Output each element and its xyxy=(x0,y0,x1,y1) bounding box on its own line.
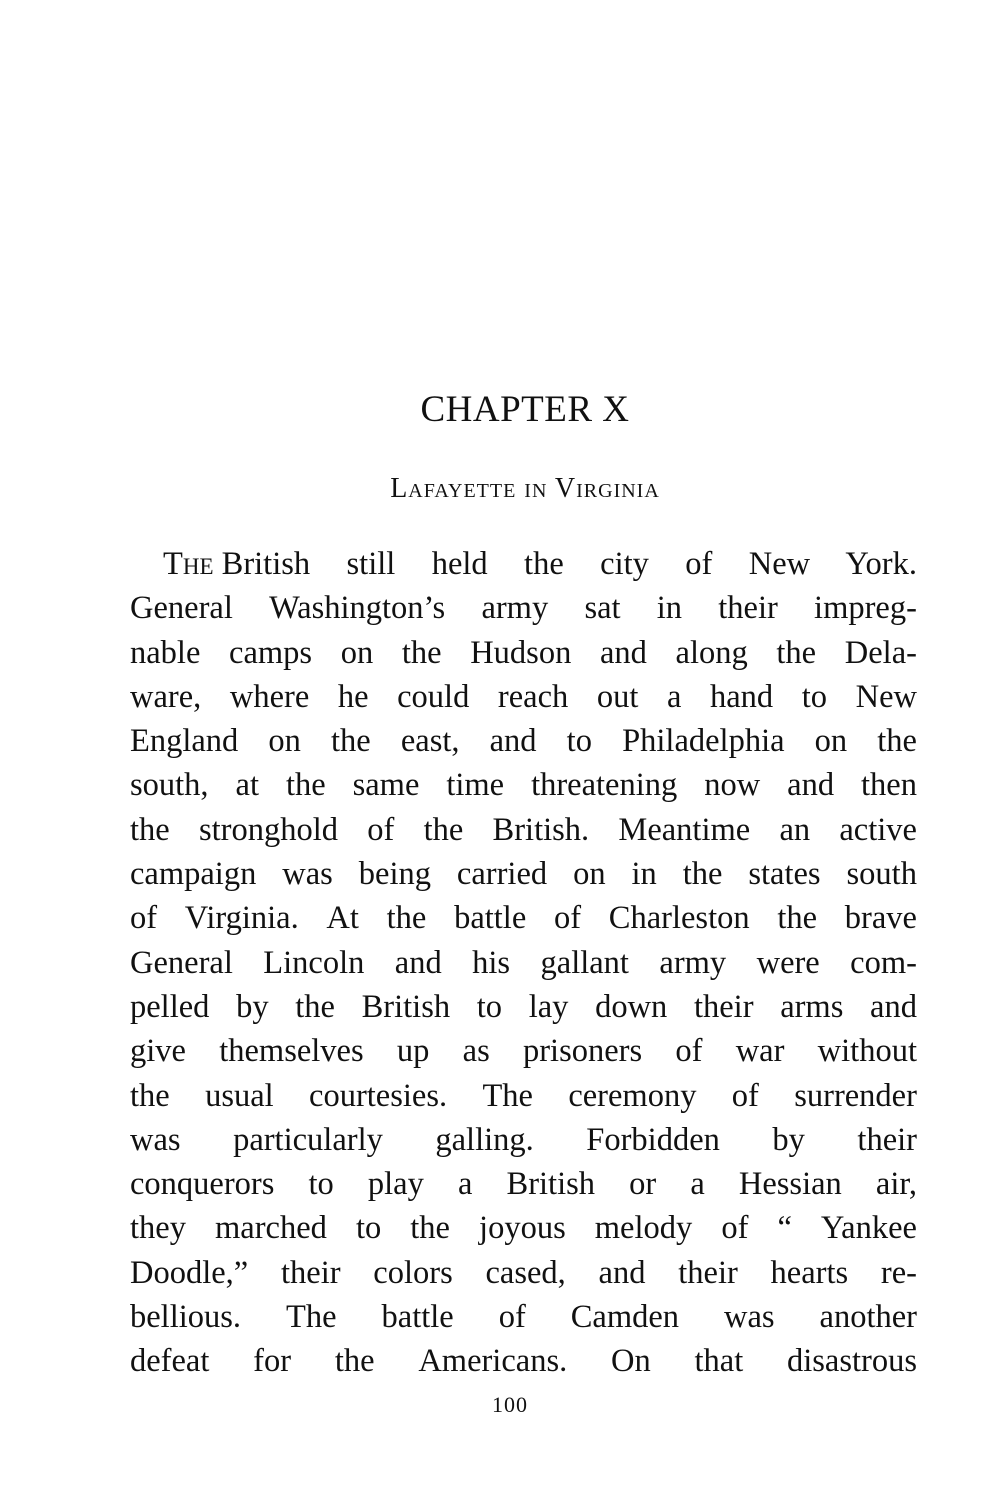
word: marched xyxy=(215,1210,327,1247)
word: the xyxy=(130,1077,170,1114)
text-line xyxy=(130,1162,917,1206)
word: arms xyxy=(780,988,844,1025)
word: now xyxy=(704,767,761,804)
word: On xyxy=(610,1343,651,1380)
word: disastrous xyxy=(786,1343,917,1380)
word: on xyxy=(573,856,606,893)
word: re- xyxy=(880,1254,917,1291)
word: the xyxy=(386,900,427,937)
word: and xyxy=(489,723,537,760)
text-line xyxy=(130,852,917,896)
word: the xyxy=(295,988,335,1025)
word: out xyxy=(596,678,639,715)
word: reach xyxy=(497,678,569,715)
word: “ xyxy=(777,1210,792,1247)
word: lay xyxy=(528,988,569,1025)
word: themselves xyxy=(219,1033,364,1070)
text-line xyxy=(130,1251,917,1295)
word: camps xyxy=(229,634,313,671)
word: Lincoln xyxy=(263,944,365,981)
chapter-title: CHAPTER X xyxy=(420,389,630,430)
word: battle xyxy=(454,900,527,937)
body-text xyxy=(130,542,917,1384)
word: along xyxy=(675,634,748,671)
word: surrender xyxy=(794,1077,917,1114)
word: battle xyxy=(381,1299,454,1336)
word: states xyxy=(748,856,821,893)
word: pelled xyxy=(130,988,210,1025)
word: General xyxy=(130,944,233,981)
word: of xyxy=(554,900,582,937)
word: of xyxy=(367,811,395,848)
word: active xyxy=(839,811,917,848)
word: and xyxy=(870,988,917,1025)
word: the xyxy=(130,811,170,848)
word: the xyxy=(410,1210,450,1247)
word: the xyxy=(401,634,442,671)
word: New xyxy=(855,678,917,715)
word: of xyxy=(721,1210,749,1247)
word: the xyxy=(334,1343,375,1380)
word: campaign xyxy=(130,856,257,893)
word: being xyxy=(358,856,431,893)
word: that xyxy=(694,1343,744,1380)
word: conquerors xyxy=(130,1166,275,1203)
text-line xyxy=(130,1074,917,1118)
word: air, xyxy=(875,1166,917,1203)
word: sat xyxy=(584,590,621,627)
word: Camden xyxy=(570,1299,680,1336)
word: time xyxy=(446,767,505,804)
word: ware, xyxy=(130,678,202,715)
text-line xyxy=(130,1029,917,1073)
text-line xyxy=(130,1295,917,1339)
word: in xyxy=(656,590,683,627)
word: on xyxy=(814,723,848,760)
page-number: 100 xyxy=(492,1392,528,1417)
word: The xyxy=(286,1299,337,1336)
word: Hudson xyxy=(470,634,572,671)
text-line xyxy=(130,985,917,1029)
word: brave xyxy=(844,900,917,937)
word: same xyxy=(352,767,420,804)
word: their xyxy=(718,590,778,627)
word: as xyxy=(462,1033,490,1070)
word: hand xyxy=(709,678,774,715)
word: or xyxy=(629,1166,657,1203)
word: army xyxy=(481,590,549,627)
text-line xyxy=(130,586,917,630)
word: General xyxy=(130,590,233,627)
word: Americans. xyxy=(418,1343,568,1380)
word: British. xyxy=(492,811,590,848)
word: without xyxy=(817,1033,917,1070)
word: on xyxy=(340,634,374,671)
word: At xyxy=(326,900,359,937)
word: where xyxy=(229,678,310,715)
text-line xyxy=(130,675,917,719)
word: defeat xyxy=(130,1343,210,1380)
word: to xyxy=(801,678,828,715)
word: stronghold xyxy=(198,811,338,848)
word: up xyxy=(396,1033,430,1070)
word: of xyxy=(731,1077,759,1114)
word: were xyxy=(756,944,820,981)
word: down xyxy=(595,988,668,1025)
word: for xyxy=(253,1343,292,1380)
word: England xyxy=(130,723,239,760)
text-line xyxy=(130,808,917,852)
word: a xyxy=(457,1166,473,1203)
word: then xyxy=(861,767,917,804)
word: in xyxy=(631,856,657,893)
word: Yankee xyxy=(820,1210,917,1247)
word: and xyxy=(598,1254,646,1291)
word: and xyxy=(787,767,835,804)
word: cased, xyxy=(485,1254,566,1291)
word: bellious. xyxy=(130,1299,242,1336)
word: British xyxy=(361,988,451,1025)
word: army xyxy=(659,944,727,981)
word: particularly xyxy=(233,1121,383,1158)
word: the xyxy=(331,723,371,760)
text-line xyxy=(130,1118,917,1162)
word: the xyxy=(777,900,818,937)
word: Philadelphia xyxy=(622,723,785,760)
word: a xyxy=(666,678,682,715)
word: of xyxy=(675,1033,703,1070)
word: another xyxy=(819,1299,917,1336)
text-line xyxy=(130,631,917,675)
word: south, xyxy=(130,767,209,804)
word: their xyxy=(678,1254,738,1291)
word: on xyxy=(268,723,301,760)
word: joyous xyxy=(479,1210,566,1247)
word: melody xyxy=(594,1210,693,1247)
word: play xyxy=(367,1166,424,1203)
word: British xyxy=(506,1166,596,1203)
word: colors xyxy=(373,1254,453,1291)
word: was xyxy=(282,856,333,893)
word: courtesies. xyxy=(309,1077,448,1114)
word: impreg- xyxy=(814,590,917,627)
word: and xyxy=(599,634,647,671)
word: Forbidden xyxy=(586,1121,720,1158)
word: to xyxy=(566,723,592,760)
text-line xyxy=(130,1206,917,1250)
word: carried xyxy=(456,856,548,893)
word: Hessian xyxy=(738,1166,842,1203)
word: Dela- xyxy=(844,634,917,671)
word: com- xyxy=(850,944,917,981)
word: war xyxy=(735,1033,785,1070)
word: ceremony xyxy=(568,1077,697,1114)
word: Washington’s xyxy=(269,590,446,627)
word: the xyxy=(682,856,723,893)
word: nable xyxy=(130,634,201,671)
word: prisoners xyxy=(522,1033,643,1070)
text-line xyxy=(130,896,917,940)
word: east, xyxy=(400,723,460,760)
line-text: British still held the city of New York. xyxy=(221,546,917,582)
word: Charleston xyxy=(608,900,750,937)
word: Meantime xyxy=(618,811,751,848)
word: was xyxy=(724,1299,775,1336)
lead-word: The xyxy=(163,546,214,582)
word: they xyxy=(130,1210,186,1247)
word: south xyxy=(846,856,917,893)
word: by xyxy=(236,988,269,1025)
word: give xyxy=(130,1033,186,1070)
word: hearts xyxy=(770,1254,849,1291)
text-line xyxy=(130,1339,917,1383)
word: the xyxy=(423,811,464,848)
word: an xyxy=(779,811,811,848)
word: of xyxy=(130,900,158,937)
word: the xyxy=(877,723,917,760)
word: by xyxy=(772,1121,805,1158)
word: Doodle,” xyxy=(130,1254,249,1291)
word: he xyxy=(337,678,369,715)
word: their xyxy=(693,988,754,1025)
word: gallant xyxy=(540,944,629,981)
chapter-subtitle: Lafayette in Virginia xyxy=(390,473,660,504)
word: at xyxy=(235,767,259,804)
word: to xyxy=(476,988,503,1025)
word: their xyxy=(857,1121,917,1158)
text-line xyxy=(130,941,917,985)
word: could xyxy=(397,678,470,715)
word: Virginia. xyxy=(184,900,299,937)
word: was xyxy=(130,1121,181,1158)
word: to xyxy=(355,1210,382,1247)
text-line xyxy=(130,763,917,807)
word: the xyxy=(285,767,326,804)
word: of xyxy=(498,1299,526,1336)
word: The xyxy=(482,1077,533,1114)
word: his xyxy=(472,944,511,981)
word: to xyxy=(308,1166,334,1203)
word: and xyxy=(394,944,442,981)
word: usual xyxy=(205,1077,274,1114)
word: their xyxy=(280,1254,341,1291)
word: the xyxy=(776,634,817,671)
word: a xyxy=(690,1166,705,1203)
text-line xyxy=(130,719,917,763)
word: threatening xyxy=(531,767,678,804)
text-line xyxy=(130,542,917,586)
word: galling. xyxy=(435,1121,534,1158)
